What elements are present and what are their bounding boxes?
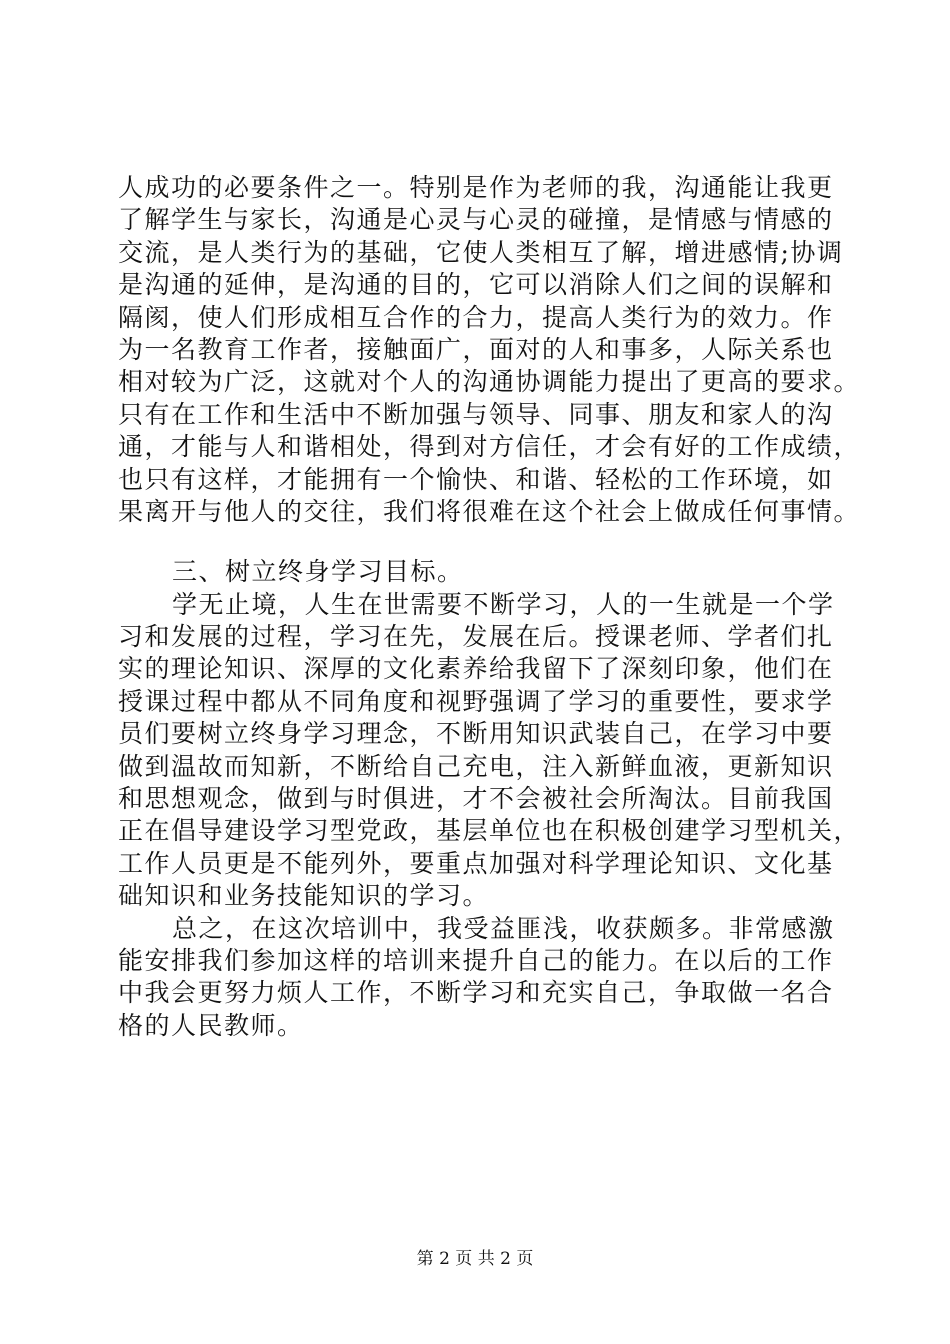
text-line: 相对较为广泛，这就对个人的沟通协调能力提出了更高的要求。 xyxy=(118,367,861,397)
text-line: 只有在工作和生活中不断加强与领导、同事、朋友和家人的沟 xyxy=(118,399,834,429)
paragraph-continued xyxy=(118,172,861,528)
text-line: 工作人员更是不能列外，要重点加强对科学理论知识、文化基 xyxy=(118,848,834,878)
text-line: 交流，是人类行为的基础，它使人类相互了解，增进感情;协调 xyxy=(118,237,844,267)
text-line: 为一名教育工作者，接触面广，面对的人和事多，人际关系也 xyxy=(118,334,834,364)
page-number-footer: 第 2 页 共 2 页 xyxy=(416,1249,534,1269)
text-line: 隔阂，使人们形成相互合作的合力，提高人类行为的效力。作 xyxy=(118,302,834,332)
text-line: 是沟通的延伸，是沟通的目的，它可以消除人们之间的误解和 xyxy=(118,270,834,300)
text-line: 也只有这样，才能拥有一个愉快、和谐、轻松的工作环境，如 xyxy=(118,464,834,494)
text-line: 做到温故而知新，不断给自己充电，注入新鲜血液，更新知识 xyxy=(118,751,834,781)
text-line: 员们要树立终身学习理念，不断用知识武装自己，在学习中要 xyxy=(118,719,834,749)
text-line: 实的理论知识、深厚的文化素养给我留下了深刻印象，他们在 xyxy=(118,654,834,684)
text-line: 习和发展的过程，学习在先，发展在后。授课老师、学者们扎 xyxy=(118,622,834,652)
section-heading: 三、树立终身学习目标。 xyxy=(172,557,464,587)
text-line: 了解学生与家长，沟通是心灵与心灵的碰撞，是情感与情感的 xyxy=(118,205,834,235)
text-line: 和思想观念，做到与时俱进，才不会被社会所淘汰。目前我国 xyxy=(118,784,834,814)
text-line: 正在倡导建设学习型党政，基层单位也在积极创建学习型机关， xyxy=(118,816,861,846)
text-line: 学无止境，人生在世需要不断学习，人的一生就是一个学 xyxy=(172,589,835,619)
text-line: 格的人民教师。 xyxy=(118,1010,304,1040)
text-line: 总之，在这次培训中，我受益匪浅，收获颇多。非常感激 xyxy=(172,913,835,943)
paragraph-gap xyxy=(118,528,838,556)
text-line: 中我会更努力烦人工作，不断学习和充实自己，争取做一名合 xyxy=(118,978,834,1008)
document-body xyxy=(118,172,861,1042)
text-line: 础知识和业务技能知识的学习。 xyxy=(118,881,490,911)
text-line: 果离开与他人的交往，我们将很难在这个社会上做成任何事情。 xyxy=(118,496,861,526)
paragraph-learning xyxy=(118,589,861,913)
text-line: 通，才能与人和谐相处，得到对方信任，才会有好的工作成绩， xyxy=(118,432,861,462)
text-line: 能安排我们参加这样的培训来提升自己的能力。在以后的工作 xyxy=(118,945,834,975)
paragraph-summary xyxy=(118,913,838,1043)
text-line: 人成功的必要条件之一。特别是作为老师的我，沟通能让我更 xyxy=(118,173,834,202)
text-line: 授课过程中都从不同角度和视野强调了学习的重要性，要求学 xyxy=(118,686,834,716)
